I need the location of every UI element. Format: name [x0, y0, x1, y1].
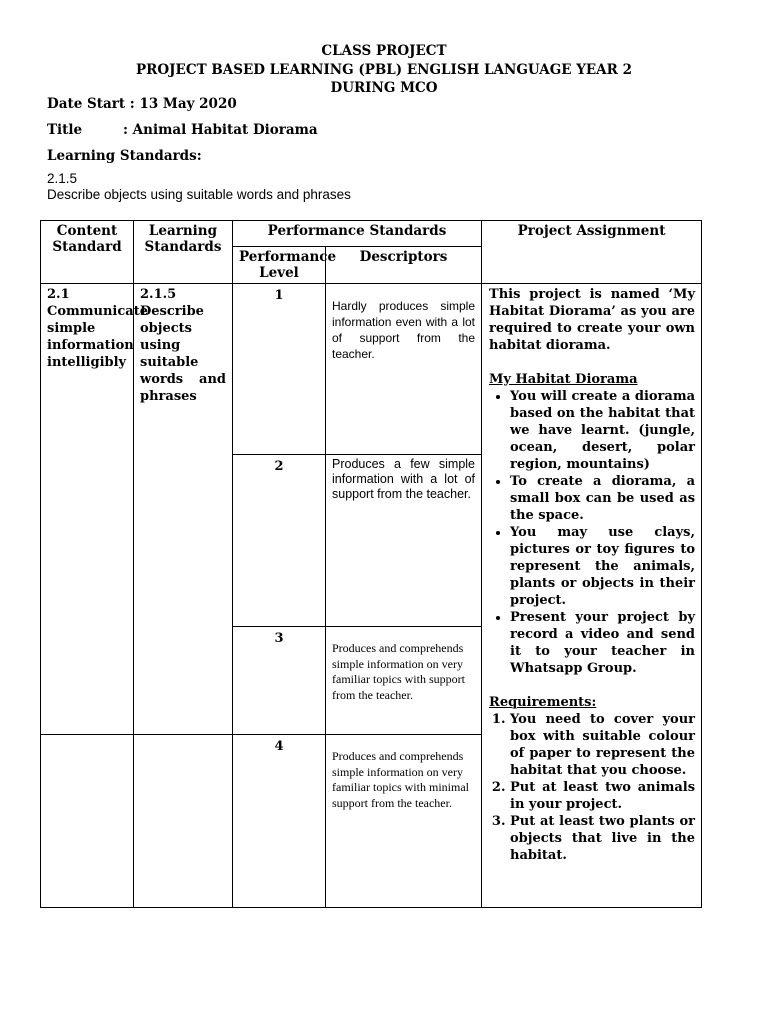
header-performance-level: Performance Level — [233, 247, 326, 284]
intro-project-name: ‘My Habitat Diorama’ — [489, 287, 696, 319]
doc-subtitle: PROJECT BASED LEARNING (PBL) ENGLISH LANGUAGE YEAR 2 — [136, 62, 632, 78]
requirement-item: 3. Put at least two plants or objects that live in the habitat. — [510, 813, 695, 864]
doc-title: CLASS PROJECT — [321, 43, 447, 59]
header-project-assignment: Project Assignment — [482, 221, 702, 284]
date-start: Date Start : 13 May 2020 — [47, 96, 237, 112]
title-value: : Animal Habitat Diorama — [123, 122, 318, 138]
content-standard-cell: 2.1 Communicate simple information intelligibly — [41, 284, 134, 735]
title-label: Title — [47, 122, 83, 138]
requirements-list — [489, 711, 695, 864]
standards-table — [40, 220, 702, 908]
requirement-item: 1. You need to cover your box with suitable colour of paper to represent the habitat that you choose. — [510, 711, 695, 779]
descriptor-2: Produces a few simple information with a lot of support from the teacher. — [326, 455, 482, 627]
learning-standard-desc: Describe objects using suitable words and phrases — [47, 187, 351, 202]
diorama-bullets — [489, 388, 695, 677]
header-performance-standards: Performance Standards — [233, 221, 482, 247]
bullet-item: • To create a diorama, a small box can be used as the space. — [510, 473, 695, 524]
learning-standard-empty — [134, 735, 233, 908]
content-standard-empty — [41, 735, 134, 908]
intro-part-a: This project is named — [489, 287, 669, 302]
level-3: 3 — [233, 627, 326, 735]
descriptor-1-text: Hardly produces simple information even with a lot of support from the teacher. — [332, 299, 476, 361]
bullet-item: • You will create a diorama based on the habitat that we have learnt. (jungle, ocean, desert, polar region, mountains) — [510, 388, 695, 473]
descriptor-3: Produces and comprehends simple information on very familiar topics with support from the teacher. — [326, 627, 482, 735]
descriptor-1 — [326, 284, 482, 455]
learning-standard-code: 2.1.5 — [47, 171, 78, 186]
header-content-standard: Content Standard — [41, 221, 134, 284]
level-2: 2 — [233, 455, 326, 627]
learning-standard-cell: 2.1.5 Describe objects using suitable words and phrases — [134, 284, 233, 735]
project-intro — [489, 286, 695, 354]
level-1: 1 — [233, 284, 326, 455]
bullet-item: • You may use clays, pictures or toy figures to represent the animals, plants or objects in their project. — [510, 524, 695, 609]
intro-part-c: as you are required to create your own habitat diorama. — [489, 304, 696, 353]
section-heading-diorama: My Habitat Diorama — [489, 372, 638, 387]
section-heading-requirements: Requirements: — [489, 695, 597, 710]
bullet-item: • Present your project by record a video and send it to your teacher in Whatsapp Group. — [510, 609, 695, 677]
requirement-item: 2. Put at least two animals in your project. — [510, 779, 695, 813]
project-assignment-cell — [482, 284, 702, 908]
learning-standards-label: Learning Standards: — [47, 148, 202, 164]
header-descriptors: Descriptors — [326, 247, 482, 284]
doc-subtitle-2: DURING MCO — [330, 80, 438, 96]
descriptor-4: Produces and comprehends simple information on very familiar topics with minimal support from the teacher. — [326, 735, 482, 908]
level-4: 4 — [233, 735, 326, 908]
header-learning-standards: Learning Standards — [134, 221, 233, 284]
